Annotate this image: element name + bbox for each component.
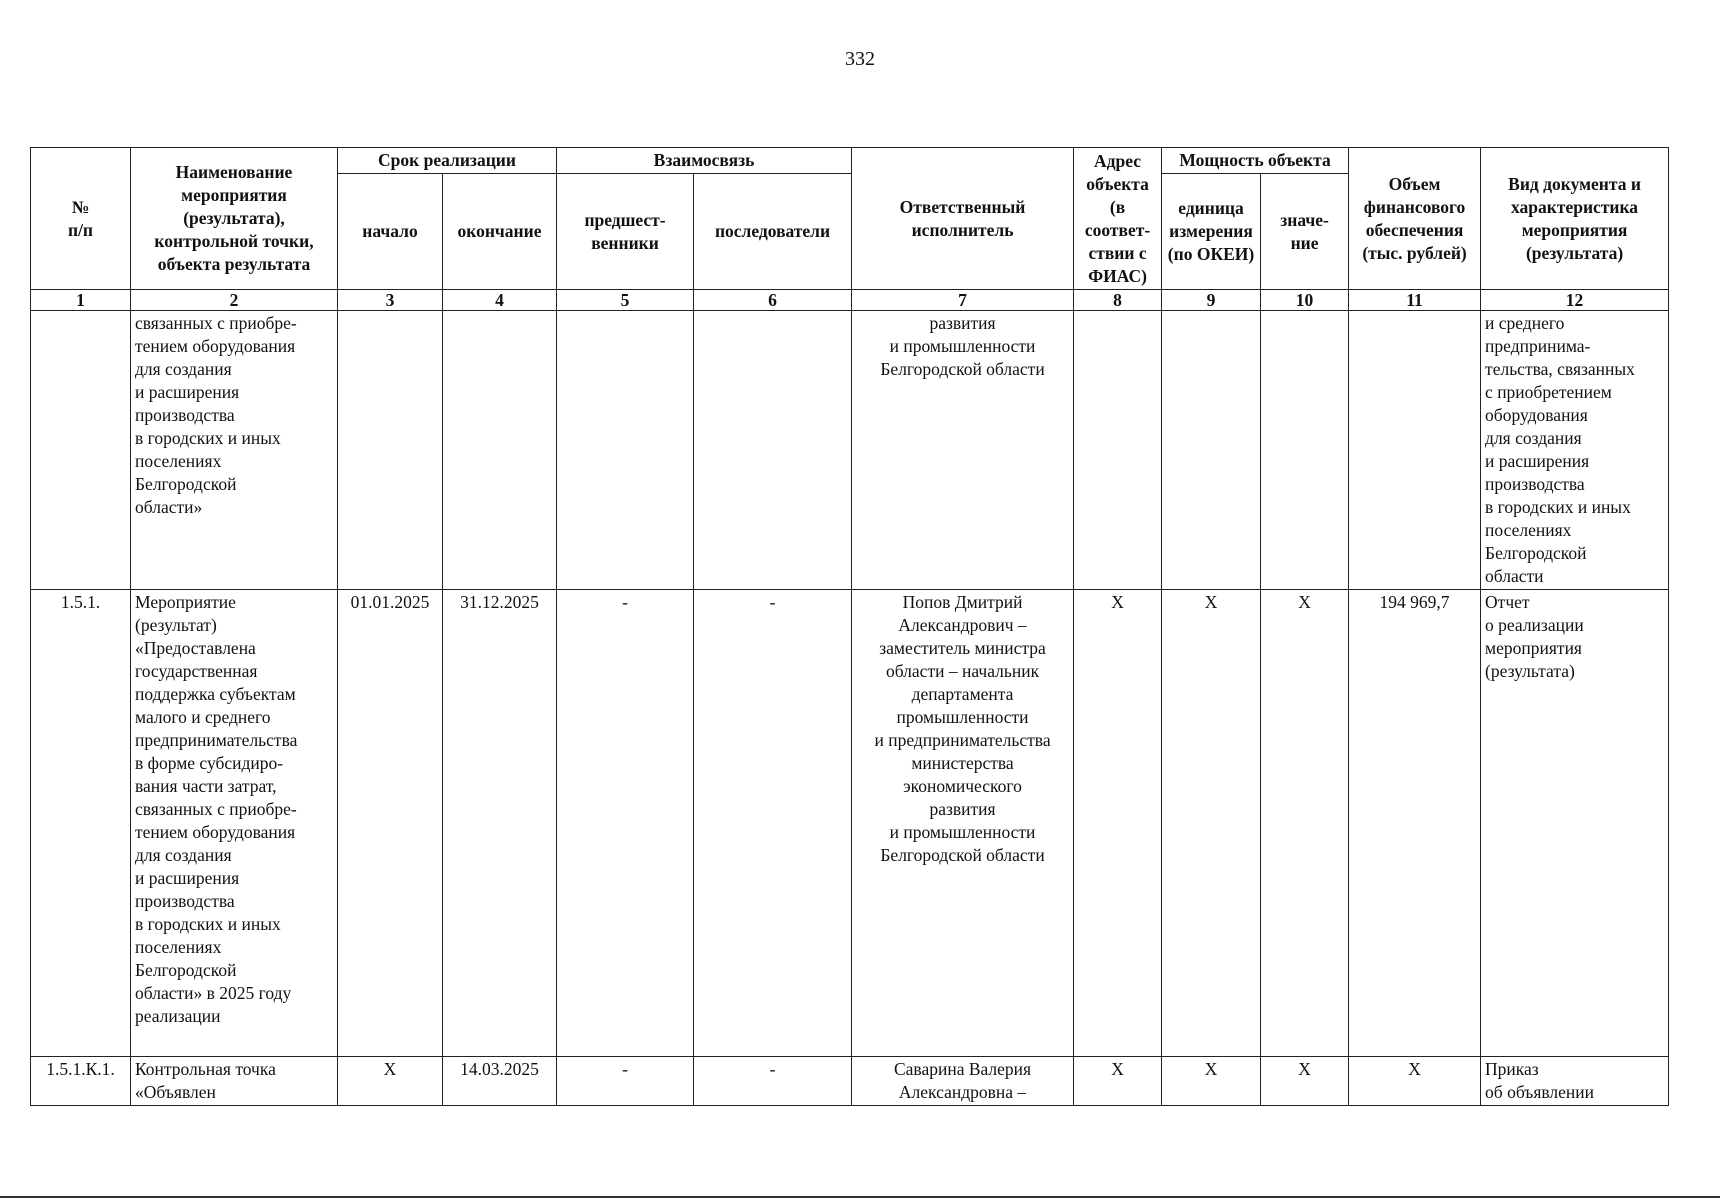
header-doc: Вид документа и характеристика мероприятия (результата) [1481, 148, 1669, 290]
cell-name: связанных с приобре- тением оборудования для создания и расширения производства в городских и иных поселениях Белгородской области» [131, 311, 338, 590]
cell-finance: X [1349, 1057, 1481, 1106]
header-start: начало [338, 174, 443, 290]
table-row [31, 590, 1669, 1057]
scan-edge-line [0, 1196, 1720, 1198]
table-header [31, 148, 1669, 311]
column-number: 6 [694, 290, 852, 311]
cell-unit: X [1162, 1057, 1261, 1106]
cell-predecessors: - [557, 1057, 694, 1106]
header-value: значе- ние [1261, 174, 1349, 290]
header-name: Наименование мероприятия (результата), контрольной точки, объекта результата [131, 148, 338, 290]
header-num: № п/п [31, 148, 131, 290]
cell-doc: Приказ об объявлении [1481, 1057, 1669, 1106]
column-numbers-row [31, 290, 1669, 311]
column-number: 9 [1162, 290, 1261, 311]
column-number: 7 [852, 290, 1074, 311]
cell-executor: Попов Дмитрий Александрович – заместитель министра области – начальник департамента промышленности и предпринимательства министерства экономического развития и промышленности Белгородской области [852, 590, 1074, 1057]
cell-end [443, 311, 557, 590]
cell-executor: Саварина Валерия Александровна – [852, 1057, 1074, 1106]
cell-value: X [1261, 590, 1349, 1057]
cell-start [338, 311, 443, 590]
cell-address [1074, 311, 1162, 590]
cell-end: 14.03.2025 [443, 1057, 557, 1106]
header-successors: последователи [694, 174, 852, 290]
header-predecessors: предшест- венники [557, 174, 694, 290]
header-address: Адрес объекта (в соответ- ствии с ФИАС) [1074, 148, 1162, 290]
cell-predecessors: - [557, 590, 694, 1057]
cell-address: X [1074, 590, 1162, 1057]
table-row [31, 1057, 1669, 1106]
column-number: 11 [1349, 290, 1481, 311]
cell-num: 1.5.1.К.1. [31, 1057, 131, 1106]
cell-doc: и среднего предпринима- тельства, связанных с приобретением оборудования для создания и расширения производства в городских и иных поселениях Белгородской области [1481, 311, 1669, 590]
column-number: 2 [131, 290, 338, 311]
cell-unit [1162, 311, 1261, 590]
cell-finance [1349, 311, 1481, 590]
cell-successors [694, 311, 852, 590]
cell-num: 1.5.1. [31, 590, 131, 1057]
cell-successors: - [694, 1057, 852, 1106]
header-period: Срок реализации [338, 148, 557, 174]
cell-unit: X [1162, 590, 1261, 1057]
header-unit: единица измерения (по ОКЕИ) [1162, 174, 1261, 290]
cell-value [1261, 311, 1349, 590]
header-capacity: Мощность объекта [1162, 148, 1349, 174]
cell-predecessors [557, 311, 694, 590]
column-number: 8 [1074, 290, 1162, 311]
plan-table [30, 147, 1669, 1106]
cell-start: 01.01.2025 [338, 590, 443, 1057]
header-finance: Объем финансового обеспечения (тыс. рублей) [1349, 148, 1481, 290]
column-number: 3 [338, 290, 443, 311]
header-end: окончание [443, 174, 557, 290]
table-row [31, 311, 1669, 590]
header-executor: Ответственный исполнитель [852, 148, 1074, 290]
cell-name: Мероприятие (результат) «Предоставлена государственная поддержка субъектам малого и среднего предпринимательства в форме субсидиро- вания части затрат, связанных с приобре- тением оборудования для создания и расширения производства в городских и иных поселениях Белгородской области» в 2025 году реализации [131, 590, 338, 1057]
cell-value: X [1261, 1057, 1349, 1106]
page-number: 332 [845, 48, 875, 70]
header-relation: Взаимосвязь [557, 148, 852, 174]
cell-executor: развития и промышленности Белгородской области [852, 311, 1074, 590]
cell-address: X [1074, 1057, 1162, 1106]
cell-doc: Отчет о реализации мероприятия (результата) [1481, 590, 1669, 1057]
cell-start: X [338, 1057, 443, 1106]
table-body [31, 311, 1669, 1106]
column-number: 12 [1481, 290, 1669, 311]
column-number: 1 [31, 290, 131, 311]
cell-end: 31.12.2025 [443, 590, 557, 1057]
cell-num [31, 311, 131, 590]
cell-finance: 194 969,7 [1349, 590, 1481, 1057]
cell-successors: - [694, 590, 852, 1057]
cell-name: Контрольная точка «Объявлен [131, 1057, 338, 1106]
column-number: 10 [1261, 290, 1349, 311]
column-number: 5 [557, 290, 694, 311]
column-number: 4 [443, 290, 557, 311]
